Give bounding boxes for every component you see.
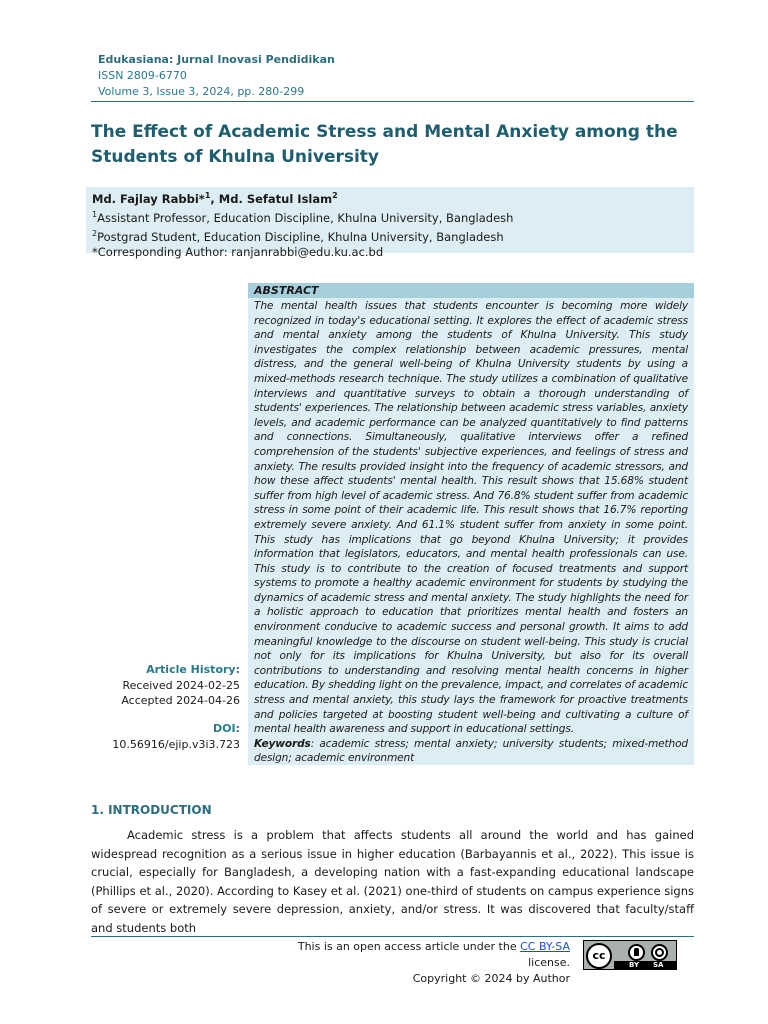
introduction-text: Academic stress is a problem that affects students all around the world and has gained widespread recognition as a serious issue in higher education (Barbayannis et al., 2022). This issue is crucial, especially for Bangladesh, a developing nation with a fast-expanding educational landscape (Phillips et al., 2020). According to Kasey et al. (2021) one-third of students on campus experience signs of severe or extremely severe depression, anxiety, and/or stress. It was discovered that faculty/staff and students both [91, 828, 694, 935]
affiliation-2-sup: 2 [92, 228, 98, 238]
cc-icon: cc [586, 943, 612, 969]
received-date: Received 2024-02-25 [122, 678, 240, 692]
author-separator: , [210, 191, 219, 206]
keywords-list: : academic stress; mental anxiety; university students; mixed-method design; academic environment [254, 737, 688, 765]
badge-strip [614, 961, 676, 969]
license-suffix: license. [528, 956, 570, 969]
abstract-text: The mental health issues that students encounter is becoming more widely recognized in today's educational setting. It explores the effect of academic stress and mental anxiety among the students of Khulna University. This study investigates the complex relationship between academic pressures, mental distress, and the general well-being of Khulna University students by using a mixed-methods research technique. The study utilizes a combination of qualitative interviews and quantitative surveys to obtain a thorough understanding of students' experiences. The relationship between academic stress variables, anxiety levels, and academic performance can be analyzed quantitatively to find patterns and connections. Simultaneously, qualitative interviews offer a refined comprehension of the students' subjective experiences, and feelings of stress and anxiety. The results provided insight into the frequency of academic stressors, and how these affect students' mental health. This result shows that 15.68% student suffer from high level of academic stress. And 76.8% student suffer from academic stress in some point of their academic life. This result shows that 16.7% reporting extremely severe anxiety. And 61.1% student suffer from anxiety in some point. This study has implications that go beyond Khulna University; it provides information that legislators, educators, and mental health professionals can use. This study is to contribute to the creation of focused treatments and support systems to promote a healthy academic environment for students by studying the dynamics of academic stress and mental anxiety. The study highlights the need for a holistic approach to education that prioritizes mental health and fosters an environment conducive to academic success and personal growth. It aims to add meaningful knowledge to the discourse on student well-being. This study is crucial not only for its implications for Khulna University, but also for its overall contributions to understanding and resolving mental health concerns in higher education. By shedding light on the prevalence, impact, and correlates of academic stress and mental anxiety, this study lays the framework for proactive treatments and policies targeted at boosting student well-being and cultivating a culture of mental health awareness and support in educational settings. [254, 300, 688, 736]
badge-sa-label: SA [653, 961, 664, 969]
doi-block [100, 721, 240, 752]
license-line [260, 939, 570, 971]
author-1-sup: 1 [204, 191, 211, 200]
badge-by-label: BY [629, 961, 640, 969]
footer-divider [91, 936, 694, 937]
license-link[interactable]: CC BY-SA [520, 940, 570, 953]
author-2-sup: 2 [332, 191, 338, 200]
copyright: Copyright © 2024 by Author [412, 972, 570, 985]
author-1: Md. Fajlay Rabbi* [92, 191, 205, 206]
accepted-date: Accepted 2024-04-26 [121, 694, 240, 707]
doi-label: DOI: [213, 722, 240, 735]
license-prefix: This is an open access article under the [297, 940, 521, 953]
journal-issn: ISSN 2809-6770 [98, 69, 187, 82]
cc-by-sa-badge[interactable] [583, 940, 677, 970]
affiliation-1 [92, 207, 688, 226]
affiliation-2 [92, 226, 688, 245]
share-alike-icon [651, 944, 668, 961]
affiliation-1-sup: 1 [92, 209, 98, 219]
keywords [248, 737, 694, 766]
doi-value[interactable]: 10.56916/ejip.v3i3.723 [112, 737, 240, 751]
affiliation-1-text: Assistant Professor, Education Discipline, Khulna University, Bangladesh [97, 210, 514, 225]
abstract-heading: ABSTRACT [248, 283, 694, 298]
corresponding-author: *Corresponding Author: ranjanrabbi@edu.ku.ac.bd [92, 245, 384, 260]
introduction-heading: 1. INTRODUCTION [91, 803, 212, 817]
footer-license [260, 939, 570, 987]
author-2: Md. Sefatul Islam [218, 191, 333, 206]
journal-name: Edukasiana: Jurnal Inovasi Pendidikan [98, 53, 335, 66]
authors-box [86, 187, 694, 260]
header-divider [91, 101, 694, 102]
keywords-label: Keywords [254, 737, 311, 750]
article-history [100, 662, 240, 709]
paper-title: The Effect of Academic Stress and Mental Anxiety among the Students of Khulna University [91, 122, 678, 167]
attribution-icon [628, 944, 645, 961]
abstract-box [248, 283, 694, 765]
journal-header [98, 52, 335, 100]
affiliation-2-text: Postgrad Student, Education Discipline, Khulna University, Bangladesh [97, 229, 504, 244]
journal-volume: Volume 3, Issue 3, 2024, pp. 280-299 [98, 85, 305, 98]
author-names [92, 188, 688, 207]
article-history-label: Article History: [146, 663, 240, 676]
